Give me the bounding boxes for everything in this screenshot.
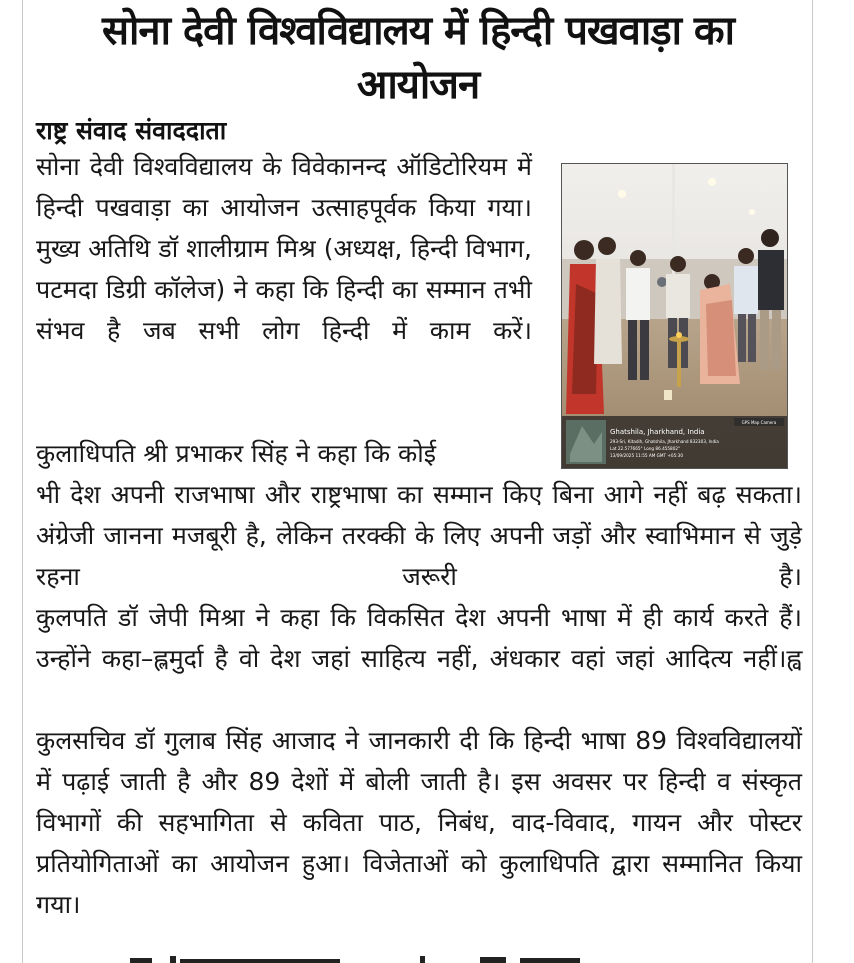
gps-coordinates: Lat 22.577665° Long 86.455802° (610, 446, 681, 451)
paragraph-1: सोना देवी विश्वविद्यालय के विवेकानन्द ऑडिटोरियम में हिन्दी पखवाड़ा का आयोजन उत्साहपूर्वक किया गया। मुख्य अतिथि डॉ शालीग्राम मिश्र (अध्यक्ष, हिन्दी विभाग, पटमदा डिग्री कॉलेज) ने कहा कि हिन्दी का सम्मान तभी संभव है जब सभी लोग हिन्दी में काम करें। (36, 152, 532, 345)
gps-app-label: GPS Map Camera (741, 420, 777, 425)
event-photo-illustration (562, 164, 787, 468)
column-rule-left (22, 0, 23, 963)
gps-location: Ghatshila, Jharkhand, India (610, 428, 705, 436)
gps-address: 293-Sri, Kitadih, Ghatshila, Jharkhand 832303, India (610, 439, 719, 444)
headline-line-1: सोना देवी विश्वविद्यालय में हिन्दी पखवाड़ा का (101, 8, 735, 54)
headline (30, 4, 806, 112)
paragraph-2-continued: भी देश अपनी राजभाषा और राष्ट्रभाषा का सम्मान किए बिना आगे नहीं बढ़ सकता। अंग्रेजी जानना मजबूरी है, लेकिन तरक्की के लिए अपनी जड़ों और स्वाभिमान से जुड़े रहना जरूरी है। (36, 480, 802, 591)
headline-line-2: आयोजन (356, 62, 480, 108)
paragraph-3: कुलपति डॉ जेपी मिश्रा ने कहा कि विकसित देश अपनी भाषा में ही कार्य करते हैं। उन्होंने कहा–ह्लमुर्दा है वो देश जहां साहित्य नहीं, अंधकार वहां जहां आदित्य नहीं।ह्व (36, 603, 802, 673)
next-article-cut-heading (120, 952, 620, 963)
column-rule-right (812, 0, 813, 963)
event-photo (561, 163, 788, 469)
byline: राष्ट्र संवाद संवाददाता (36, 116, 227, 145)
next-article-cut-marks (120, 956, 620, 963)
paragraph-2-start: कुलाधिपति श्री प्रभाकर सिंह ने कहा कि कोई (36, 439, 437, 468)
gps-datetime: 13/09/2025 11:55 AM GMT +05:30 (610, 453, 683, 458)
paragraph-4: कुलसचिव डॉ गुलाब सिंह आजाद ने जानकारी दी कि हिन्दी भाषा 89 विश्वविद्यालयों में पढ़ाई जाती है और 89 देशों में बोली जाती है। इस अवसर पर हिन्दी व संस्कृत विभागों की सहभागिता से कविता पाठ, निबंध, वाद-विवाद, गायन और पोस्टर प्रतियोगिताओं का आयोजन हुआ। विजेताओं को कुलाधिपति द्वारा सम्मानित किया गया। (36, 726, 802, 919)
